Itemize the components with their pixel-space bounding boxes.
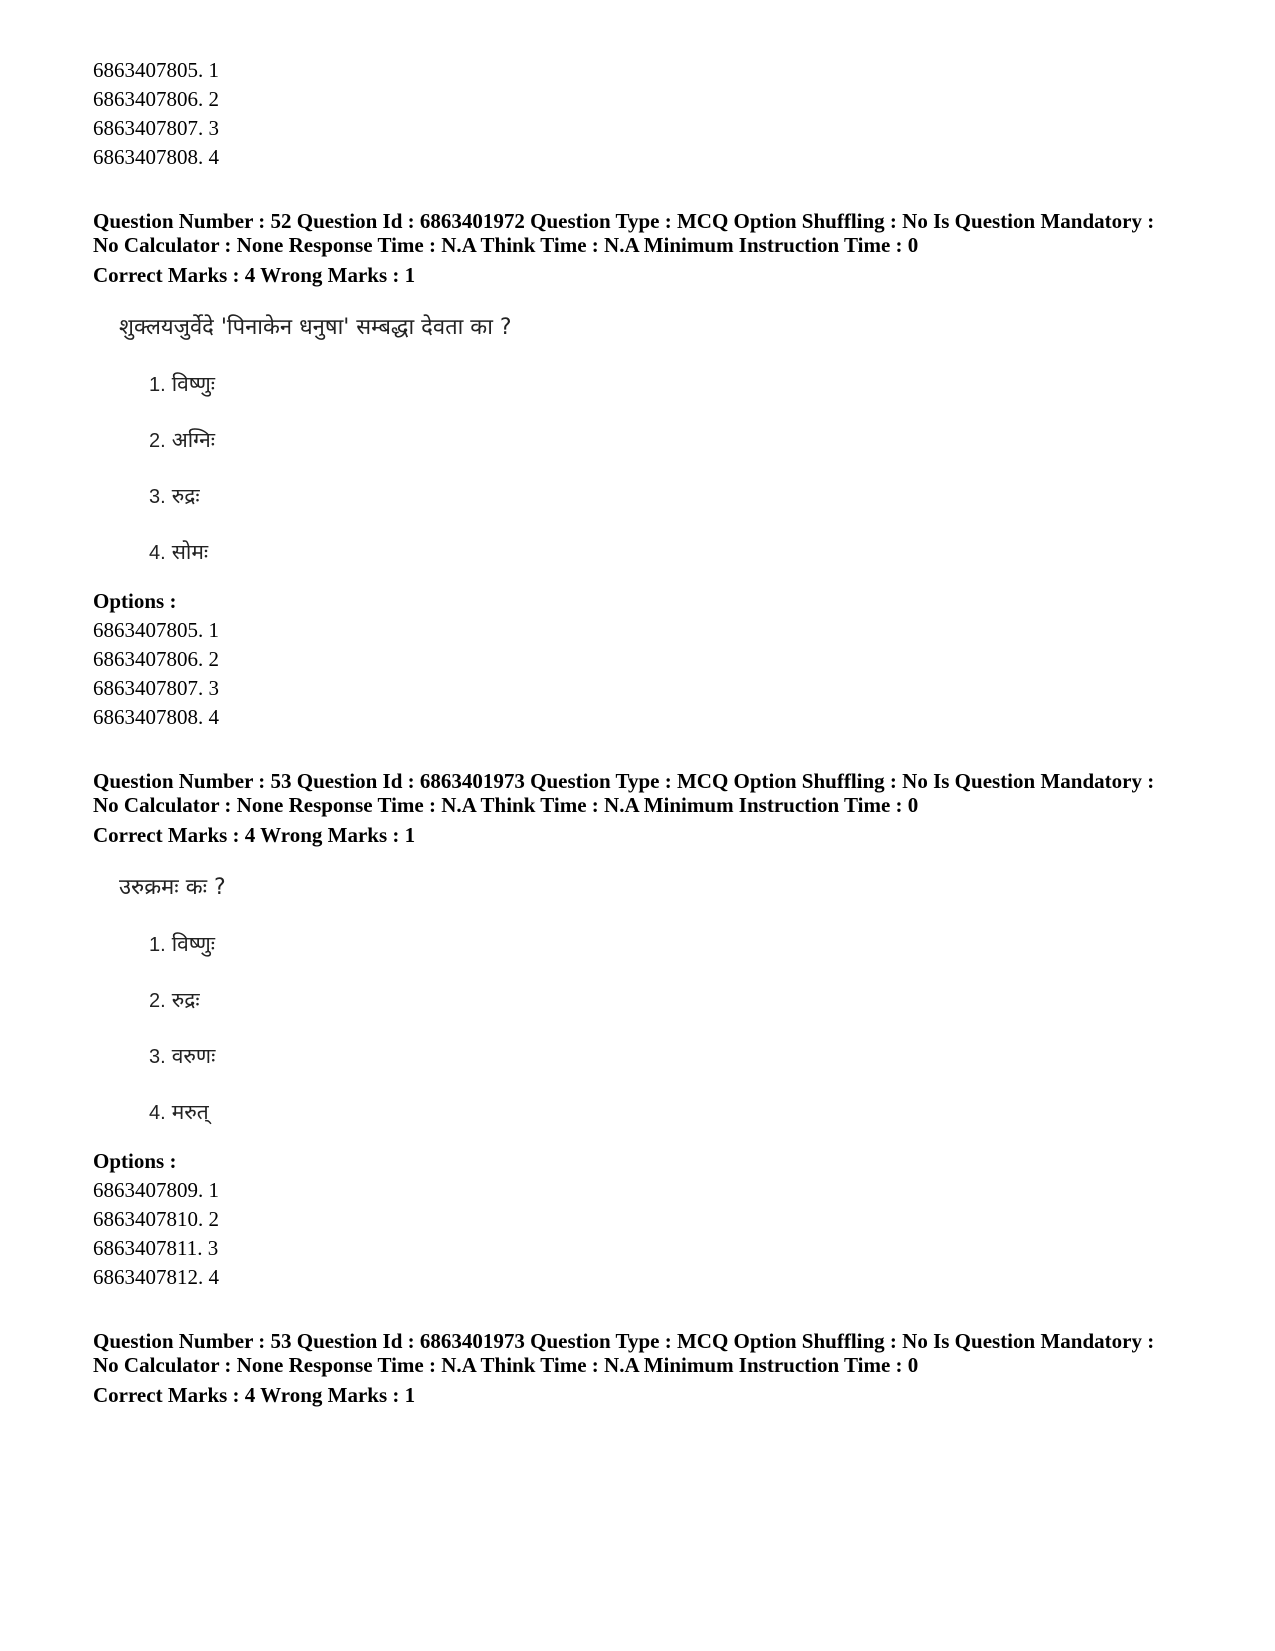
answer-choice: 1. विष्णुः: [149, 372, 215, 396]
option-id: 6863407805. 1: [93, 58, 219, 82]
option-id: 6863407810. 2: [93, 1207, 219, 1231]
question-meta-line2: No Calculator : None Response Time : N.A Think Time : N.A Minimum Instruction Time : 0: [93, 233, 919, 257]
question-text: शुक्लयजुर्वेदे 'पिनाकेन धनुषा' सम्बद्धा देवता का ?: [119, 315, 512, 340]
option-id: 6863407808. 4: [93, 705, 219, 729]
option-id: 6863407811. 3: [93, 1236, 219, 1260]
question-meta-line1: Question Number : 52 Question Id : 6863401972 Question Type : MCQ Option Shuffling : No Is Question Mandatory :: [93, 209, 1155, 233]
question-header: [93, 769, 1193, 849]
answer-choice: 4. मरुत्: [149, 1100, 209, 1124]
answer-choice: 1. विष्णुः: [149, 932, 215, 956]
document-page: [93, 56, 1193, 1409]
question-header: [93, 209, 1193, 289]
question-block-52: [93, 209, 1193, 732]
question-block-53-repeat: [93, 1329, 1193, 1409]
option-id: 6863407806. 2: [93, 647, 219, 671]
answer-choice: 3. वरुणः: [149, 1044, 216, 1068]
question-meta-line2: No Calculator : None Response Time : N.A Think Time : N.A Minimum Instruction Time : 0: [93, 793, 919, 817]
option-id: 6863407812. 4: [93, 1265, 219, 1289]
top-options-list: [93, 56, 1193, 172]
answer-choice: 2. अग्निः: [149, 428, 215, 452]
question-marks: Correct Marks : 4 Wrong Marks : 1: [93, 823, 416, 847]
answer-choice: 2. रुद्रः: [149, 988, 200, 1012]
question-meta-line1: Question Number : 53 Question Id : 6863401973 Question Type : MCQ Option Shuffling : No Is Question Mandatory :: [93, 769, 1155, 793]
question-header: [93, 1329, 1193, 1409]
option-id: 6863407806. 2: [93, 87, 219, 111]
question-text: उरुक्रमः कः ?: [119, 875, 226, 900]
answer-choice: 4. सोमः: [149, 540, 209, 564]
question-marks: Correct Marks : 4 Wrong Marks : 1: [93, 263, 416, 287]
answer-choice: 3. रुद्रः: [149, 484, 200, 508]
option-id: 6863407805. 1: [93, 618, 219, 642]
options-label: Options :: [93, 589, 177, 613]
question-block-53: [93, 769, 1193, 1292]
option-id: 6863407807. 3: [93, 116, 219, 140]
question-meta-line2: No Calculator : None Response Time : N.A Think Time : N.A Minimum Instruction Time : 0: [93, 1353, 919, 1377]
option-id: 6863407807. 3: [93, 676, 219, 700]
option-id: 6863407809. 1: [93, 1178, 219, 1202]
option-id: 6863407808. 4: [93, 145, 219, 169]
question-meta-line1: Question Number : 53 Question Id : 6863401973 Question Type : MCQ Option Shuffling : No Is Question Mandatory :: [93, 1329, 1155, 1353]
question-marks: Correct Marks : 4 Wrong Marks : 1: [93, 1383, 416, 1407]
options-label: Options :: [93, 1149, 177, 1173]
